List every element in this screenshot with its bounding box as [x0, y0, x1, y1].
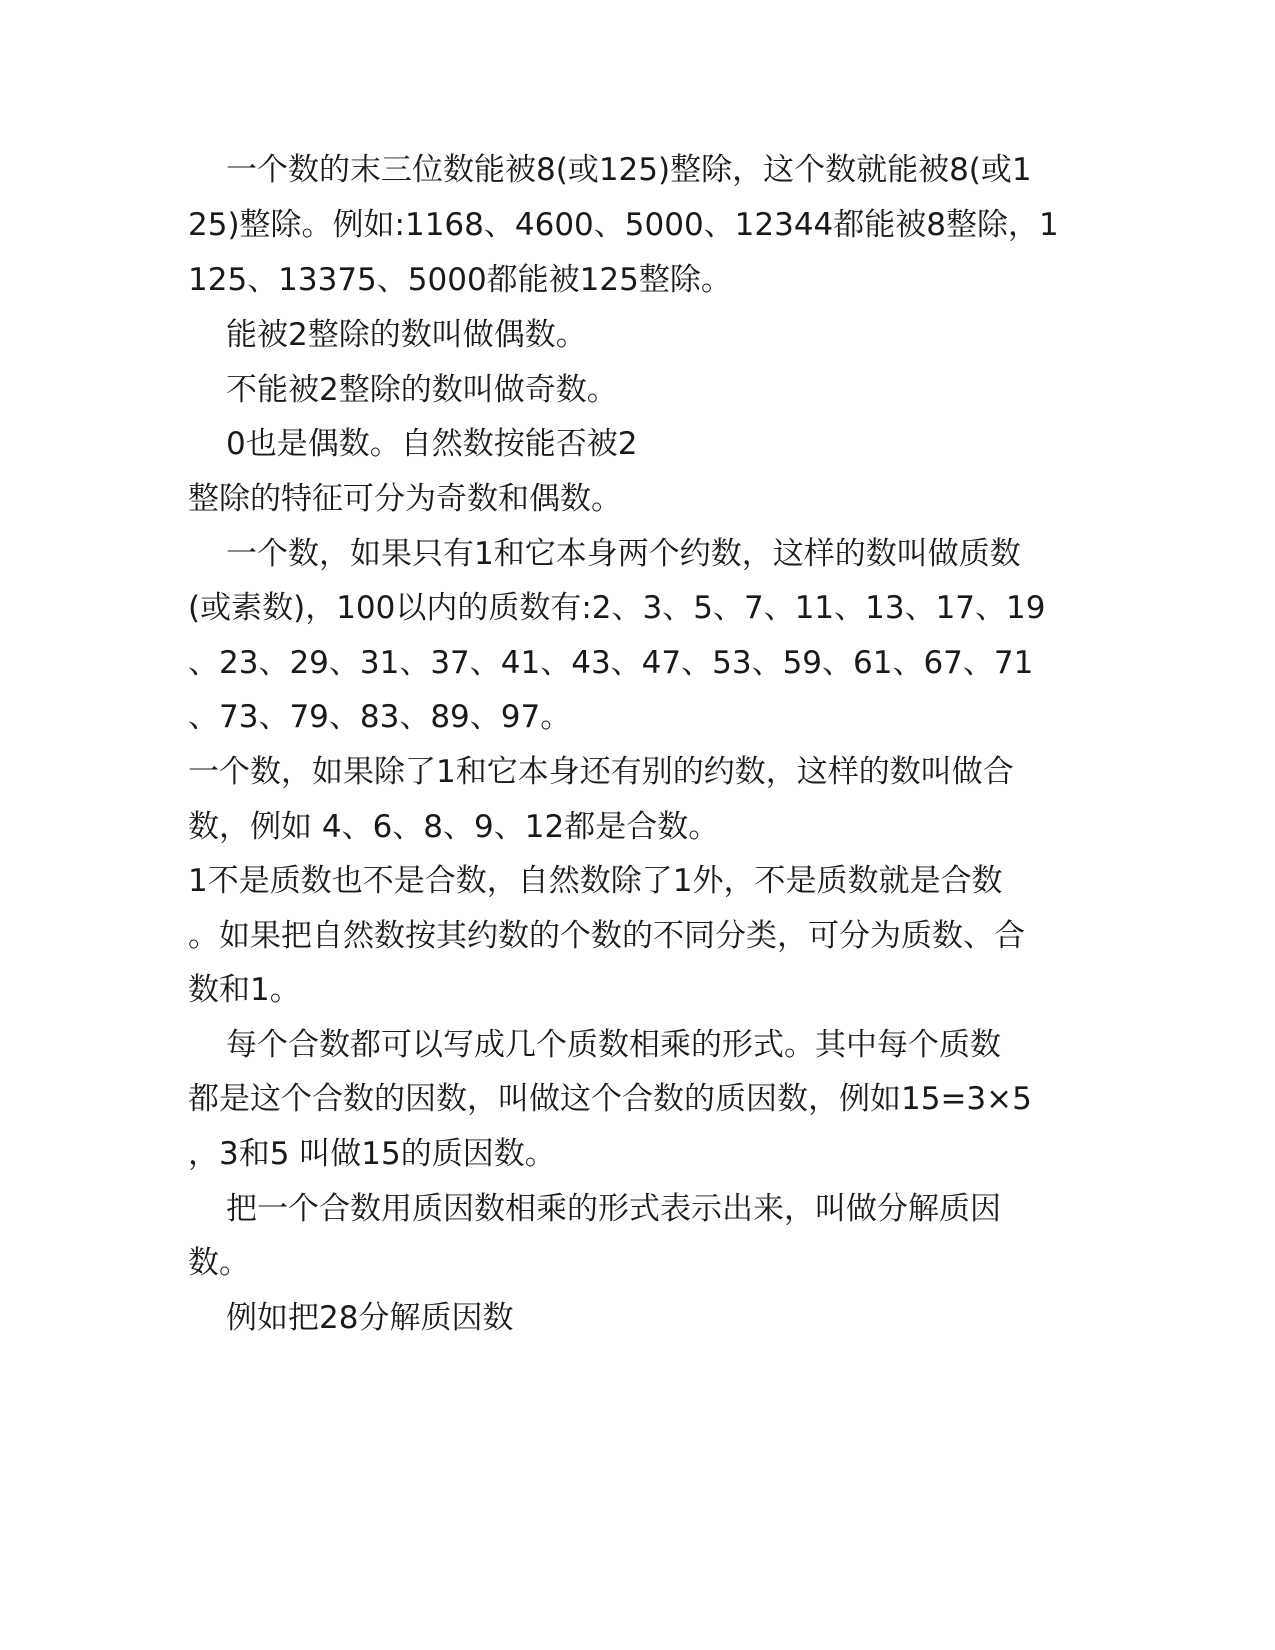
text-line: 25)整除。例如:1168、4600、5000、12344都能被8整除，1	[188, 207, 1059, 243]
text-line: 不能被2整除的数叫做奇数。	[226, 372, 618, 408]
text-line: 一个数的末三位数能被8(或125)整除，这个数就能被8(或1	[226, 152, 1032, 188]
text-line: ，3和5 叫做15的质因数。	[188, 1136, 556, 1172]
text-line: 数和1。	[188, 972, 301, 1008]
text-line: 数。	[188, 1245, 250, 1281]
text-line: 整除的特征可分为奇数和偶数。	[188, 481, 622, 517]
text-line: 都是这个合数的因数，叫做这个合数的质因数，例如15=3×5	[188, 1081, 1032, 1117]
text-line: 、73、79、83、89、97。	[188, 699, 572, 735]
text-line: 一个数，如果除了1和它本身还有别的约数，这样的数叫做合	[188, 754, 1014, 790]
text-line: 每个合数都可以写成几个质数相乘的形式。其中每个质数	[226, 1027, 1001, 1063]
text-line: 把一个合数用质因数相乘的形式表示出来，叫做分解质因	[226, 1191, 1001, 1227]
text-line: 0也是偶数。自然数按能否被2	[226, 426, 638, 462]
text-line: 1不是质数也不是合数，自然数除了1外，不是质数就是合数	[188, 863, 1003, 899]
text-line: 一个数，如果只有1和它本身两个约数，这样的数叫做质数	[226, 536, 1021, 572]
text-line: (或素数)，100以内的质数有:2、3、5、7、11、13、17、19	[188, 590, 1046, 626]
text-line: 、23、29、31、37、41、43、47、53、59、61、67、71	[188, 645, 1034, 681]
text-line: 。如果把自然数按其约数的个数的不同分类，可分为质数、合	[188, 918, 1025, 954]
text-line: 125、13375、5000都能被125整除。	[188, 262, 732, 298]
text-line: 能被2整除的数叫做偶数。	[226, 317, 587, 353]
text-line: 数，例如 4、6、8、9、12都是合数。	[188, 809, 720, 845]
text-line: 例如把28分解质因数	[226, 1300, 514, 1336]
